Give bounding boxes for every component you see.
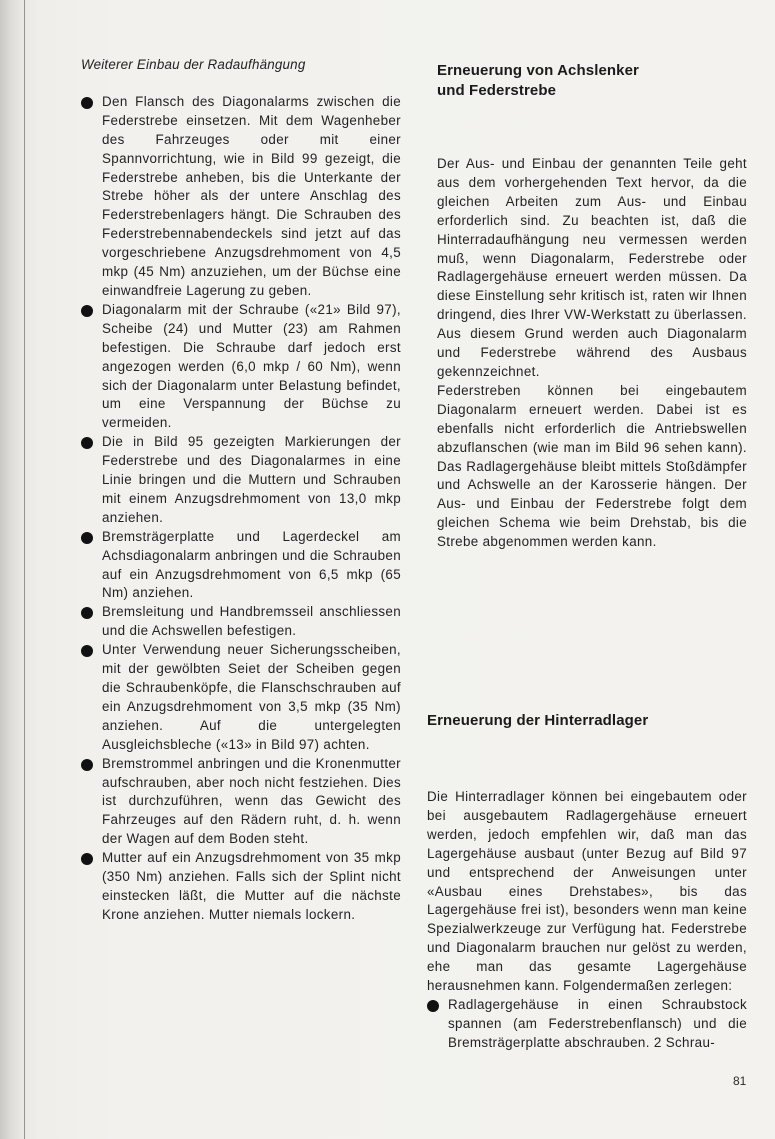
heading-line-2: und Federstrebe (437, 81, 557, 99)
bullet-icon (81, 532, 93, 544)
bullet-icon (81, 305, 93, 317)
list-item (81, 433, 401, 528)
list-item-text: Die in Bild 95 gezeigten Markierungen der Federstrebe und des Diagonalarmes in eine Linie bringen und die Muttern und Schrauben mit einem Anzugsdrehmoment von 13,0 mkp anziehen. (102, 434, 401, 525)
left-column (81, 56, 401, 925)
bullet-icon (81, 645, 93, 657)
list-item-text: Unter Verwendung neuer Sicherungsscheiben, mit der gewölbten Seiet der Scheiben gegen die Schraubenköpfe, die Flanschschrauben auf ein Anzugsdrehmoment von 3,5 mkp (35 Nm) anziehen. Auf die untergelegten Ausgleichsbleche («13» in Bild 97) achten. (102, 642, 401, 752)
bullet-icon (427, 1000, 439, 1012)
bullet-icon (81, 759, 93, 771)
heading-line-1: Erneuerung von Achslenker (437, 62, 639, 79)
assembly-steps-list (81, 93, 401, 925)
section-body-achslenker (437, 155, 747, 552)
bullet-icon (81, 97, 93, 109)
list-item (81, 93, 401, 301)
section-body-hinterradlager (427, 788, 747, 1053)
list-item (81, 641, 401, 754)
paragraph: Die Hinterradlager können bei eingebautem oder bei ausgebautem Radlagergehäuse erneuert werden, jedoch empfehlen wir, daß man das Lagergehäuse ausbaut (unter Bezug auf Bild 97 und entsprechend der Anweisungen unter «Ausbau eines Drehstabes», bis das Lagergehäuse frei ist), besonders wenn man keine Spezialwerkzeuge zur Verfügung hat. Federstrebe und Diagonalarm brauchen nur gelöst zu werden, ehe man das gesamte Lagergehäuse herausnehmen kann. Folgendermaßen zerlegen: (427, 789, 747, 994)
binding-gutter (24, 0, 25, 1139)
section-heading-hinterradlager (427, 711, 737, 731)
list-item-text: Mutter auf ein Anzugsdrehmoment von 35 mkp (350 Nm) anziehen. Falls sich der Splint nicht einstecken läßt, die Mutter auf die nächste Krone anziehen. Mutter niemals lockern. (102, 850, 401, 922)
list-item (81, 603, 401, 641)
paragraph: Federstreben können bei eingebautem Diagonalarm erneuert werden. Dabei ist es ebenfalls nicht erforderlich die Antriebswellen abzuflanschen (wie man im Bild 96 sehen kann). Das Radlagergehäuse bleibt mittels Stoßdämpfer und Achswelle an der Karosserie hängen. Der Aus- und Einbau der Federstrebe folgt dem gleichen Schema wie beim Drehstab, bis die Strebe abgenommen werden kann. (437, 382, 747, 550)
paragraph: Der Aus- und Einbau der genannten Teile geht aus dem vorhergehenden Text hervor, da die gleichen Arbeiten zum Aus- und Einbau erforderlich sind. Zu beachten ist, daß die Hinterradaufhängung neu vermessen werden muß, wenn Diagonalarm, Federstrebe oder Radlagergehäuse erneuert werden müssen. Da diese Einstellung sehr kritisch ist, raten wir Ihnen dringend, dies Ihrer VW-Werkstatt zu überlassen. Aus diesem Grund werden auch Diagonalarm und Federstrebe während des Ausbaus gekennzeichnet. (437, 156, 747, 379)
list-item-text: Den Flansch des Diagonalarms zwischen die Federstrebe einsetzen. Mit dem Wagenheber des Fahrzeuges oder mit einer Spannvorrichtung, wie in Bild 99 gezeigt, die Federstrebe anheben, bis die Unterkante der Strebe höher als der untere Anschlag des Federstrebenlagers hängt. Die Schrauben des Federstrebennabendeckels sind jetzt auf das vorgeschriebene Anzugsdrehmoment von 4,5 mkp (45 Nm) anzuziehen, um der Büchse eine einwandfreie Lagerung zu geben. (102, 93, 401, 298)
list-item (81, 755, 401, 850)
bullet-icon (81, 853, 93, 865)
list-item (81, 849, 401, 925)
disassembly-steps-list (427, 996, 747, 1053)
bullet-icon (81, 437, 93, 449)
bullet-icon (81, 607, 93, 619)
page-number: 81 (733, 1074, 747, 1088)
list-item-text: Diagonalarm mit der Schraube («21» Bild 97), Scheibe (24) und Mutter (23) am Rahmen befestigen. Die Schraube darf jedoch erst angezogen werden (6,0 mkp / 60 Nm), wenn sich der Diagonalarm unter Belastung befindet, um eine Verspannung der Büchse zu vermeiden. (102, 301, 401, 431)
list-item (81, 528, 401, 604)
list-item-text: Radlagergehäuse in einen Schraubstock spannen (am Federstrebenflansch) und die Bremsträgerplatte abschrauben. 2 Schrau- (448, 996, 747, 1050)
running-head: Weiterer Einbau der Radaufhängung (81, 57, 306, 72)
section-heading-achslenker (437, 61, 737, 100)
list-item (81, 301, 401, 433)
heading: Erneuerung der Hinterradlager (427, 712, 649, 729)
list-item-text: Bremstrommel anbringen und die Kronenmutter aufschrauben, aber noch nicht festziehen. Dies ist durchzuführen, wenn das Gewicht des Fahrzeuges auf den Rädern ruht, d. h. wenn der Wagen auf dem Boden steht. (102, 755, 401, 847)
list-item (427, 996, 747, 1053)
list-item-text: Bremsleitung und Handbremsseil anschliessen und die Achswellen befestigen. (102, 604, 401, 639)
list-item-text: Bremsträgerplatte und Lagerdeckel am Achsdiagonalarm anbringen und die Schrauben auf ein Anzugsdrehmoment von 6,5 mkp (65 Nm) anziehen. (102, 528, 401, 601)
